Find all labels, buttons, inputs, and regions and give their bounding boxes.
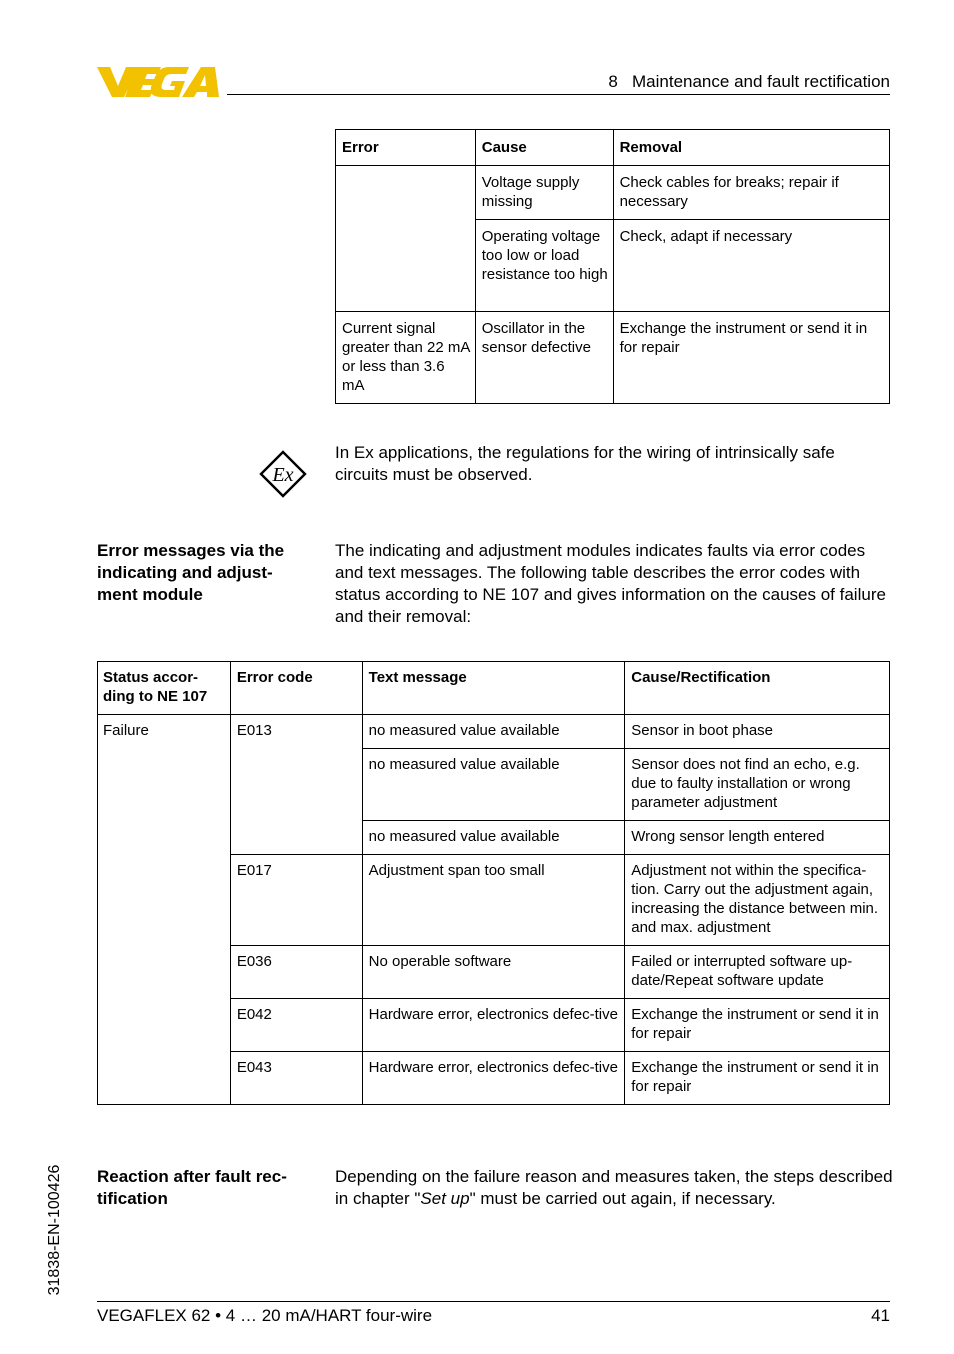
error-code-cell: E036 (230, 946, 362, 999)
error-code-table (97, 661, 890, 1105)
cause-cell: Sensor does not find an echo, e.g. due to faulty installation or wrong parameter adjustment (625, 749, 890, 821)
cause-cell: Sensor in boot phase (625, 715, 890, 749)
table-header-row (336, 130, 890, 166)
error-code-cell: E013 (230, 715, 362, 855)
error-code-cell: E042 (230, 999, 362, 1052)
text-message-cell: no measured value available (362, 821, 625, 855)
header-divider (227, 94, 890, 95)
column-header-error: Error (336, 130, 476, 166)
cause-cell: Exchange the instrument or send it in for repair (625, 1052, 890, 1105)
cause-cell: Wrong sensor length entered (625, 821, 890, 855)
removal-cell: Exchange the instrument or send it in for repair (613, 312, 889, 404)
text-message-cell: No operable software (362, 946, 625, 999)
section-title: 8 Maintenance and fault rectification (608, 72, 890, 91)
text-message-cell: Adjustment span too small (362, 855, 625, 946)
page-number: 41 (871, 1306, 890, 1325)
table-row (98, 715, 890, 749)
cause-cell: Adjustment not within the specifica-tion. Carry out the adjustment again, increasing the distance between min. and max. adjustment (625, 855, 890, 946)
error-cell (336, 166, 476, 312)
reaction-text-end: " must be carried out again, if necessary. (469, 1189, 776, 1208)
column-header-cause: Cause/Rectification (625, 662, 890, 715)
ex-icon (259, 450, 307, 498)
ex-note-text: In Ex applications, the regulations for the wiring of intrinsically safe circuits must be observed. (335, 443, 835, 484)
vega-logo (97, 64, 219, 98)
footer-product: VEGAFLEX 62 • 4 … 20 mA/HART four-wire (97, 1306, 433, 1325)
table-row (336, 312, 890, 404)
error-messages-paragraph: The indicating and adjustment modules indicates faults via error codes and text messages. The following table describes the error codes with status according to NE 107 and gives information on the causes of failure and their removal: (335, 541, 886, 626)
table-row (336, 166, 890, 220)
cause-cell: Voltage supply missing (475, 166, 613, 220)
chapter-reference: Set up (420, 1189, 470, 1208)
cause-cell: Exchange the instrument or send it in for repair (625, 999, 890, 1052)
text-message-cell: no measured value available (362, 749, 625, 821)
status-cell: Failure (98, 715, 231, 1105)
cause-cell: Operating voltage too low or load resistance too high (475, 220, 613, 312)
removal-cell: Check, adapt if necessary (613, 220, 889, 312)
error-cell: Current signal greater than 22 mA or less than 3.6 mA (336, 312, 476, 404)
reaction-paragraph (335, 1166, 895, 1210)
error-table (335, 129, 890, 404)
column-header-status: Status accor-ding to NE 107 (98, 662, 231, 715)
cause-cell: Failed or interrupted software up-date/Repeat software update (625, 946, 890, 999)
error-code-cell: E043 (230, 1052, 362, 1105)
text-message-cell: no measured value available (362, 715, 625, 749)
cause-cell: Oscillator in the sensor defective (475, 312, 613, 404)
error-code-cell: E017 (230, 855, 362, 946)
svg-text:Ex: Ex (272, 464, 294, 486)
table-header-row (98, 662, 890, 715)
side-heading-error-messages: Error messages via the indicating and adjust-ment module (97, 541, 285, 604)
document-id-text: 31838-EN-100426 (46, 1164, 63, 1296)
column-header-text-message: Text message (362, 662, 625, 715)
column-header-removal: Removal (613, 130, 889, 166)
removal-cell: Check cables for breaks; repair if necessary (613, 166, 889, 220)
footer-divider (97, 1301, 890, 1302)
document-id (40, 1155, 70, 1305)
column-header-error-code: Error code (230, 662, 362, 715)
column-header-cause: Cause (475, 130, 613, 166)
reaction-text-start: Depending on the failure reason and measures taken, the steps described in chapter " (335, 1167, 893, 1208)
side-heading-reaction: Reaction after fault rec-tification (97, 1167, 287, 1208)
text-message-cell: Hardware error, electronics defec-tive (362, 1052, 625, 1105)
text-message-cell: Hardware error, electronics defec-tive (362, 999, 625, 1052)
